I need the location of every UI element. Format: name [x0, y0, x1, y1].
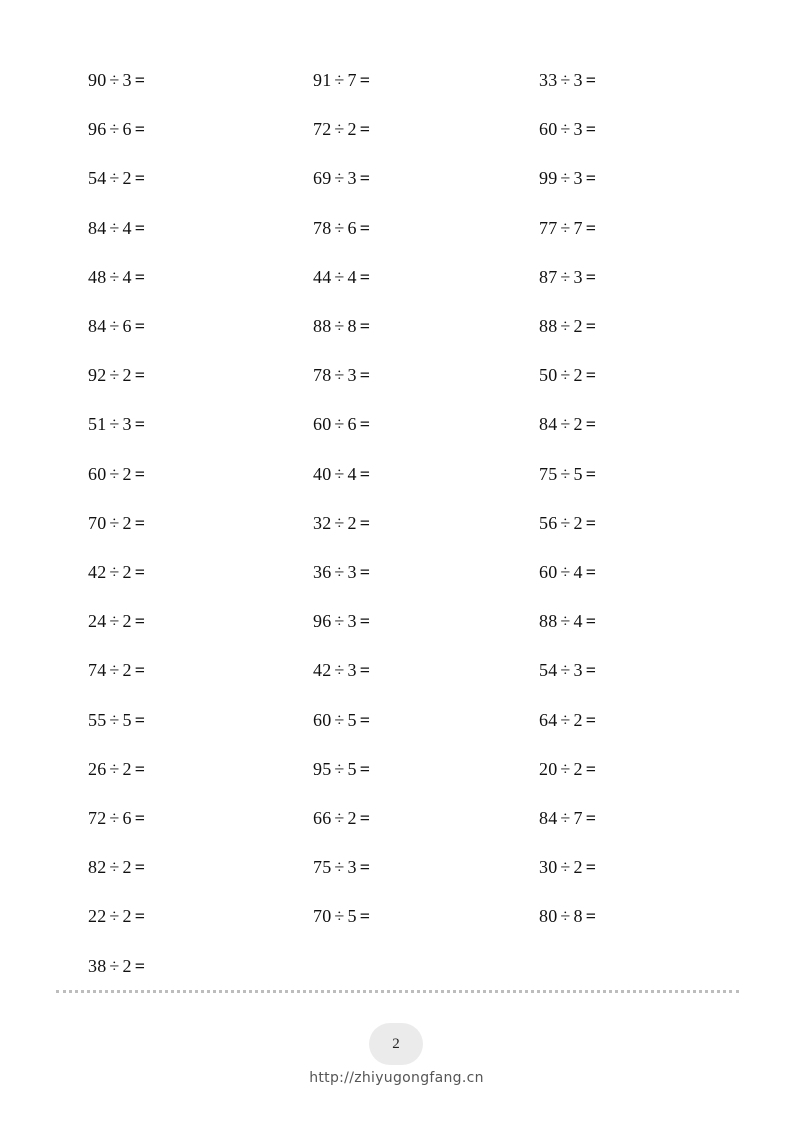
divisor: 3 [347, 660, 357, 681]
equals-sign: = [134, 316, 146, 336]
dividend: 69 [313, 168, 332, 189]
dividend: 60 [539, 562, 558, 582]
divisor: 6 [347, 217, 357, 238]
divisor: 2 [122, 758, 132, 779]
division-sign: ÷ [109, 414, 120, 435]
division-problem [539, 315, 596, 337]
dividend: 60 [88, 463, 107, 484]
division-sign: ÷ [334, 906, 345, 927]
dividend: 20 [539, 758, 558, 779]
equals-sign: = [585, 463, 597, 484]
page-number: 2 [392, 1036, 400, 1052]
equals-sign: = [585, 660, 597, 681]
division-problem [88, 955, 145, 977]
dividend: 30 [539, 857, 558, 878]
division-problem [313, 807, 370, 829]
divisor: 5 [347, 758, 357, 779]
equals-sign: = [585, 316, 597, 336]
division-sign: ÷ [560, 217, 571, 238]
division-problem [88, 315, 145, 337]
equals-sign: = [585, 512, 597, 533]
division-problem [313, 413, 370, 435]
dividend: 88 [539, 611, 558, 632]
divisor: 2 [573, 709, 583, 730]
divisor: 4 [122, 266, 132, 287]
divisor: 8 [573, 906, 583, 927]
equals-sign: = [359, 857, 371, 878]
dividend: 96 [313, 611, 332, 632]
division-sign: ÷ [109, 562, 120, 582]
dividend: 24 [88, 611, 107, 632]
divisor: 2 [573, 414, 583, 435]
divisor: 2 [122, 955, 132, 976]
equals-sign: = [359, 758, 371, 779]
divisor: 2 [122, 512, 132, 533]
dividend: 60 [539, 119, 558, 140]
division-sign: ÷ [560, 70, 571, 90]
divisor: 3 [347, 562, 357, 582]
dividend: 84 [88, 316, 107, 336]
divisor: 2 [573, 316, 583, 336]
division-sign: ÷ [109, 266, 120, 287]
divisor: 4 [347, 463, 357, 484]
division-problem [539, 167, 596, 189]
division-problem [313, 217, 370, 239]
dividend: 95 [313, 758, 332, 779]
dividend: 42 [88, 562, 107, 582]
divisor: 2 [573, 758, 583, 779]
divisor: 2 [122, 857, 132, 878]
division-sign: ÷ [109, 365, 120, 386]
equals-sign: = [359, 119, 371, 140]
division-sign: ÷ [334, 168, 345, 189]
division-problem [88, 167, 145, 189]
division-problem [88, 807, 145, 829]
division-problem [313, 266, 370, 288]
division-problem [88, 659, 145, 681]
division-problem [313, 315, 370, 337]
division-sign: ÷ [560, 365, 571, 386]
equals-sign: = [134, 709, 146, 730]
divisor: 3 [347, 168, 357, 189]
equals-sign: = [359, 365, 371, 386]
dividend: 99 [539, 168, 558, 189]
divisor: 5 [347, 906, 357, 927]
division-sign: ÷ [109, 660, 120, 681]
equals-sign: = [359, 611, 371, 632]
division-sign: ÷ [560, 512, 571, 533]
equals-sign: = [134, 512, 146, 533]
division-problem [313, 905, 370, 927]
dividend: 40 [313, 463, 332, 484]
dividend: 38 [88, 955, 107, 976]
dividend: 48 [88, 266, 107, 287]
dividend: 64 [539, 709, 558, 730]
divisor: 6 [122, 119, 132, 140]
division-sign: ÷ [560, 660, 571, 681]
division-sign: ÷ [560, 709, 571, 730]
division-problem [313, 709, 370, 731]
dividend: 96 [88, 119, 107, 140]
dividend: 72 [88, 808, 107, 828]
division-sign: ÷ [334, 758, 345, 779]
divisor: 3 [573, 70, 583, 90]
division-problem [313, 364, 370, 386]
divisor: 3 [122, 414, 132, 435]
dividend: 54 [88, 168, 107, 189]
division-problem [539, 364, 596, 386]
division-sign: ÷ [109, 119, 120, 140]
division-sign: ÷ [334, 463, 345, 484]
equals-sign: = [359, 512, 371, 533]
division-problem [88, 266, 145, 288]
equals-sign: = [585, 562, 597, 582]
division-problem [539, 512, 596, 534]
division-sign: ÷ [334, 660, 345, 681]
dividend: 77 [539, 217, 558, 238]
divisor: 2 [122, 365, 132, 386]
division-sign: ÷ [334, 512, 345, 533]
divisor: 3 [573, 266, 583, 287]
equals-sign: = [585, 857, 597, 878]
dividend: 84 [88, 217, 107, 238]
dividend: 82 [88, 857, 107, 878]
divisor: 4 [347, 266, 357, 287]
division-problem [88, 856, 145, 878]
dividend: 56 [539, 512, 558, 533]
division-sign: ÷ [334, 70, 345, 90]
division-problem [88, 118, 145, 140]
dividend: 66 [313, 808, 332, 828]
division-sign: ÷ [109, 906, 120, 927]
equals-sign: = [359, 316, 371, 336]
division-sign: ÷ [560, 906, 571, 927]
division-problem [313, 610, 370, 632]
divisor: 7 [347, 70, 357, 90]
equals-sign: = [134, 562, 146, 582]
dividend: 32 [313, 512, 332, 533]
dividend: 90 [88, 70, 107, 90]
equals-sign: = [134, 660, 146, 681]
dividend: 84 [539, 414, 558, 435]
footer-url[interactable]: http://zhiyugongfang.cn [309, 1070, 484, 1086]
division-problem [539, 69, 596, 91]
equals-sign: = [585, 119, 597, 140]
divisor: 2 [122, 660, 132, 681]
division-sign: ÷ [334, 266, 345, 287]
equals-sign: = [585, 906, 597, 927]
division-problem [313, 69, 370, 91]
divisor: 6 [347, 414, 357, 435]
equals-sign: = [359, 70, 371, 90]
dividend: 87 [539, 266, 558, 287]
equals-sign: = [359, 562, 371, 582]
equals-sign: = [585, 808, 597, 828]
equals-sign: = [585, 70, 597, 90]
division-sign: ÷ [109, 955, 120, 976]
equals-sign: = [134, 611, 146, 632]
division-problem [539, 561, 596, 583]
division-problem [88, 512, 145, 534]
equals-sign: = [585, 758, 597, 779]
divisor: 2 [122, 906, 132, 927]
dividend: 75 [313, 857, 332, 878]
division-sign: ÷ [109, 168, 120, 189]
division-sign: ÷ [560, 316, 571, 336]
division-sign: ÷ [109, 758, 120, 779]
equals-sign: = [359, 463, 371, 484]
division-sign: ÷ [334, 611, 345, 632]
dividend: 74 [88, 660, 107, 681]
equals-sign: = [585, 709, 597, 730]
divisor: 2 [573, 512, 583, 533]
divisor: 2 [573, 365, 583, 386]
division-sign: ÷ [334, 709, 345, 730]
division-sign: ÷ [560, 611, 571, 632]
division-problem [313, 167, 370, 189]
divisor: 3 [347, 365, 357, 386]
dividend: 78 [313, 217, 332, 238]
divisor: 5 [347, 709, 357, 730]
dividend: 92 [88, 365, 107, 386]
divisor: 3 [573, 660, 583, 681]
division-sign: ÷ [560, 758, 571, 779]
division-problem [88, 413, 145, 435]
division-problem [539, 266, 596, 288]
division-sign: ÷ [560, 266, 571, 287]
dividend: 51 [88, 414, 107, 435]
dividend: 72 [313, 119, 332, 140]
division-problem [313, 659, 370, 681]
division-problem [539, 856, 596, 878]
division-problem [539, 217, 596, 239]
divisor: 2 [122, 168, 132, 189]
divisor: 2 [347, 808, 357, 828]
divisor: 3 [347, 857, 357, 878]
division-problem [88, 758, 145, 780]
dividend: 44 [313, 266, 332, 287]
division-problem [313, 758, 370, 780]
dividend: 42 [313, 660, 332, 681]
division-sign: ÷ [109, 512, 120, 533]
division-problem [539, 413, 596, 435]
division-problem [539, 463, 596, 485]
division-sign: ÷ [334, 857, 345, 878]
division-sign: ÷ [109, 808, 120, 828]
divisor: 3 [347, 611, 357, 632]
divisor: 7 [573, 217, 583, 238]
equals-sign: = [585, 217, 597, 238]
division-sign: ÷ [109, 217, 120, 238]
dividend: 22 [88, 906, 107, 927]
dividend: 70 [313, 906, 332, 927]
divisor: 7 [573, 808, 583, 828]
division-problem [539, 659, 596, 681]
equals-sign: = [134, 414, 146, 435]
equals-sign: = [134, 857, 146, 878]
division-problem [88, 561, 145, 583]
equals-sign: = [585, 365, 597, 386]
divisor: 4 [573, 611, 583, 632]
division-problem [88, 610, 145, 632]
division-problem [313, 512, 370, 534]
equals-sign: = [359, 217, 371, 238]
division-problem [313, 463, 370, 485]
division-sign: ÷ [334, 414, 345, 435]
divisor: 2 [122, 562, 132, 582]
division-problem [88, 364, 145, 386]
equals-sign: = [359, 266, 371, 287]
dividend: 60 [313, 414, 332, 435]
page-number-badge [369, 1023, 423, 1065]
dividend: 26 [88, 758, 107, 779]
division-problem [88, 69, 145, 91]
division-sign: ÷ [109, 611, 120, 632]
dividend: 78 [313, 365, 332, 386]
division-sign: ÷ [334, 119, 345, 140]
equals-sign: = [134, 906, 146, 927]
division-sign: ÷ [109, 709, 120, 730]
equals-sign: = [134, 266, 146, 287]
division-problem [539, 807, 596, 829]
equals-sign: = [585, 168, 597, 189]
equals-sign: = [359, 906, 371, 927]
division-sign: ÷ [560, 562, 571, 582]
division-sign: ÷ [560, 119, 571, 140]
division-sign: ÷ [560, 414, 571, 435]
equals-sign: = [359, 168, 371, 189]
divisor: 2 [122, 611, 132, 632]
equals-sign: = [134, 758, 146, 779]
division-problem [313, 561, 370, 583]
division-problem [539, 709, 596, 731]
division-sign: ÷ [560, 168, 571, 189]
dividend: 60 [313, 709, 332, 730]
dividend: 88 [539, 316, 558, 336]
equals-sign: = [585, 414, 597, 435]
divisor: 6 [122, 808, 132, 828]
divisor: 6 [122, 316, 132, 336]
division-sign: ÷ [334, 562, 345, 582]
division-problem [88, 709, 145, 731]
divisor: 2 [122, 463, 132, 484]
equals-sign: = [134, 217, 146, 238]
equals-sign: = [134, 365, 146, 386]
division-problem [539, 118, 596, 140]
divisor: 3 [573, 168, 583, 189]
divisor: 5 [573, 463, 583, 484]
equals-sign: = [134, 168, 146, 189]
dividend: 80 [539, 906, 558, 927]
dividend: 88 [313, 316, 332, 336]
equals-sign: = [359, 414, 371, 435]
division-problem [313, 856, 370, 878]
dividend: 55 [88, 709, 107, 730]
divisor: 5 [122, 709, 132, 730]
division-problem [88, 217, 145, 239]
division-sign: ÷ [560, 857, 571, 878]
equals-sign: = [359, 709, 371, 730]
division-sign: ÷ [109, 70, 120, 90]
division-sign: ÷ [109, 857, 120, 878]
equals-sign: = [359, 808, 371, 828]
division-problem [539, 610, 596, 632]
equals-sign: = [359, 660, 371, 681]
division-problem [539, 905, 596, 927]
divisor: 2 [347, 512, 357, 533]
equals-sign: = [134, 70, 146, 90]
divisor: 8 [347, 316, 357, 336]
divisor: 3 [122, 70, 132, 90]
equals-sign: = [585, 611, 597, 632]
dividend: 91 [313, 70, 332, 90]
equals-sign: = [134, 808, 146, 828]
dividend: 70 [88, 512, 107, 533]
dividend: 84 [539, 808, 558, 828]
dividend: 36 [313, 562, 332, 582]
divisor: 2 [573, 857, 583, 878]
dividend: 54 [539, 660, 558, 681]
division-sign: ÷ [334, 808, 345, 828]
division-problem [539, 758, 596, 780]
division-sign: ÷ [109, 463, 120, 484]
divisor: 4 [122, 217, 132, 238]
division-problem [88, 463, 145, 485]
equals-sign: = [134, 119, 146, 140]
division-sign: ÷ [334, 217, 345, 238]
dividend: 75 [539, 463, 558, 484]
dividend: 33 [539, 70, 558, 90]
dotted-divider [56, 990, 739, 993]
equals-sign: = [134, 955, 146, 976]
divisor: 4 [573, 562, 583, 582]
division-sign: ÷ [334, 316, 345, 336]
division-sign: ÷ [560, 463, 571, 484]
divisor: 3 [573, 119, 583, 140]
equals-sign: = [585, 266, 597, 287]
division-sign: ÷ [334, 365, 345, 386]
division-sign: ÷ [560, 808, 571, 828]
division-sign: ÷ [109, 316, 120, 336]
division-problem [88, 905, 145, 927]
divisor: 2 [347, 119, 357, 140]
equals-sign: = [134, 463, 146, 484]
dividend: 50 [539, 365, 558, 386]
division-problem [313, 118, 370, 140]
